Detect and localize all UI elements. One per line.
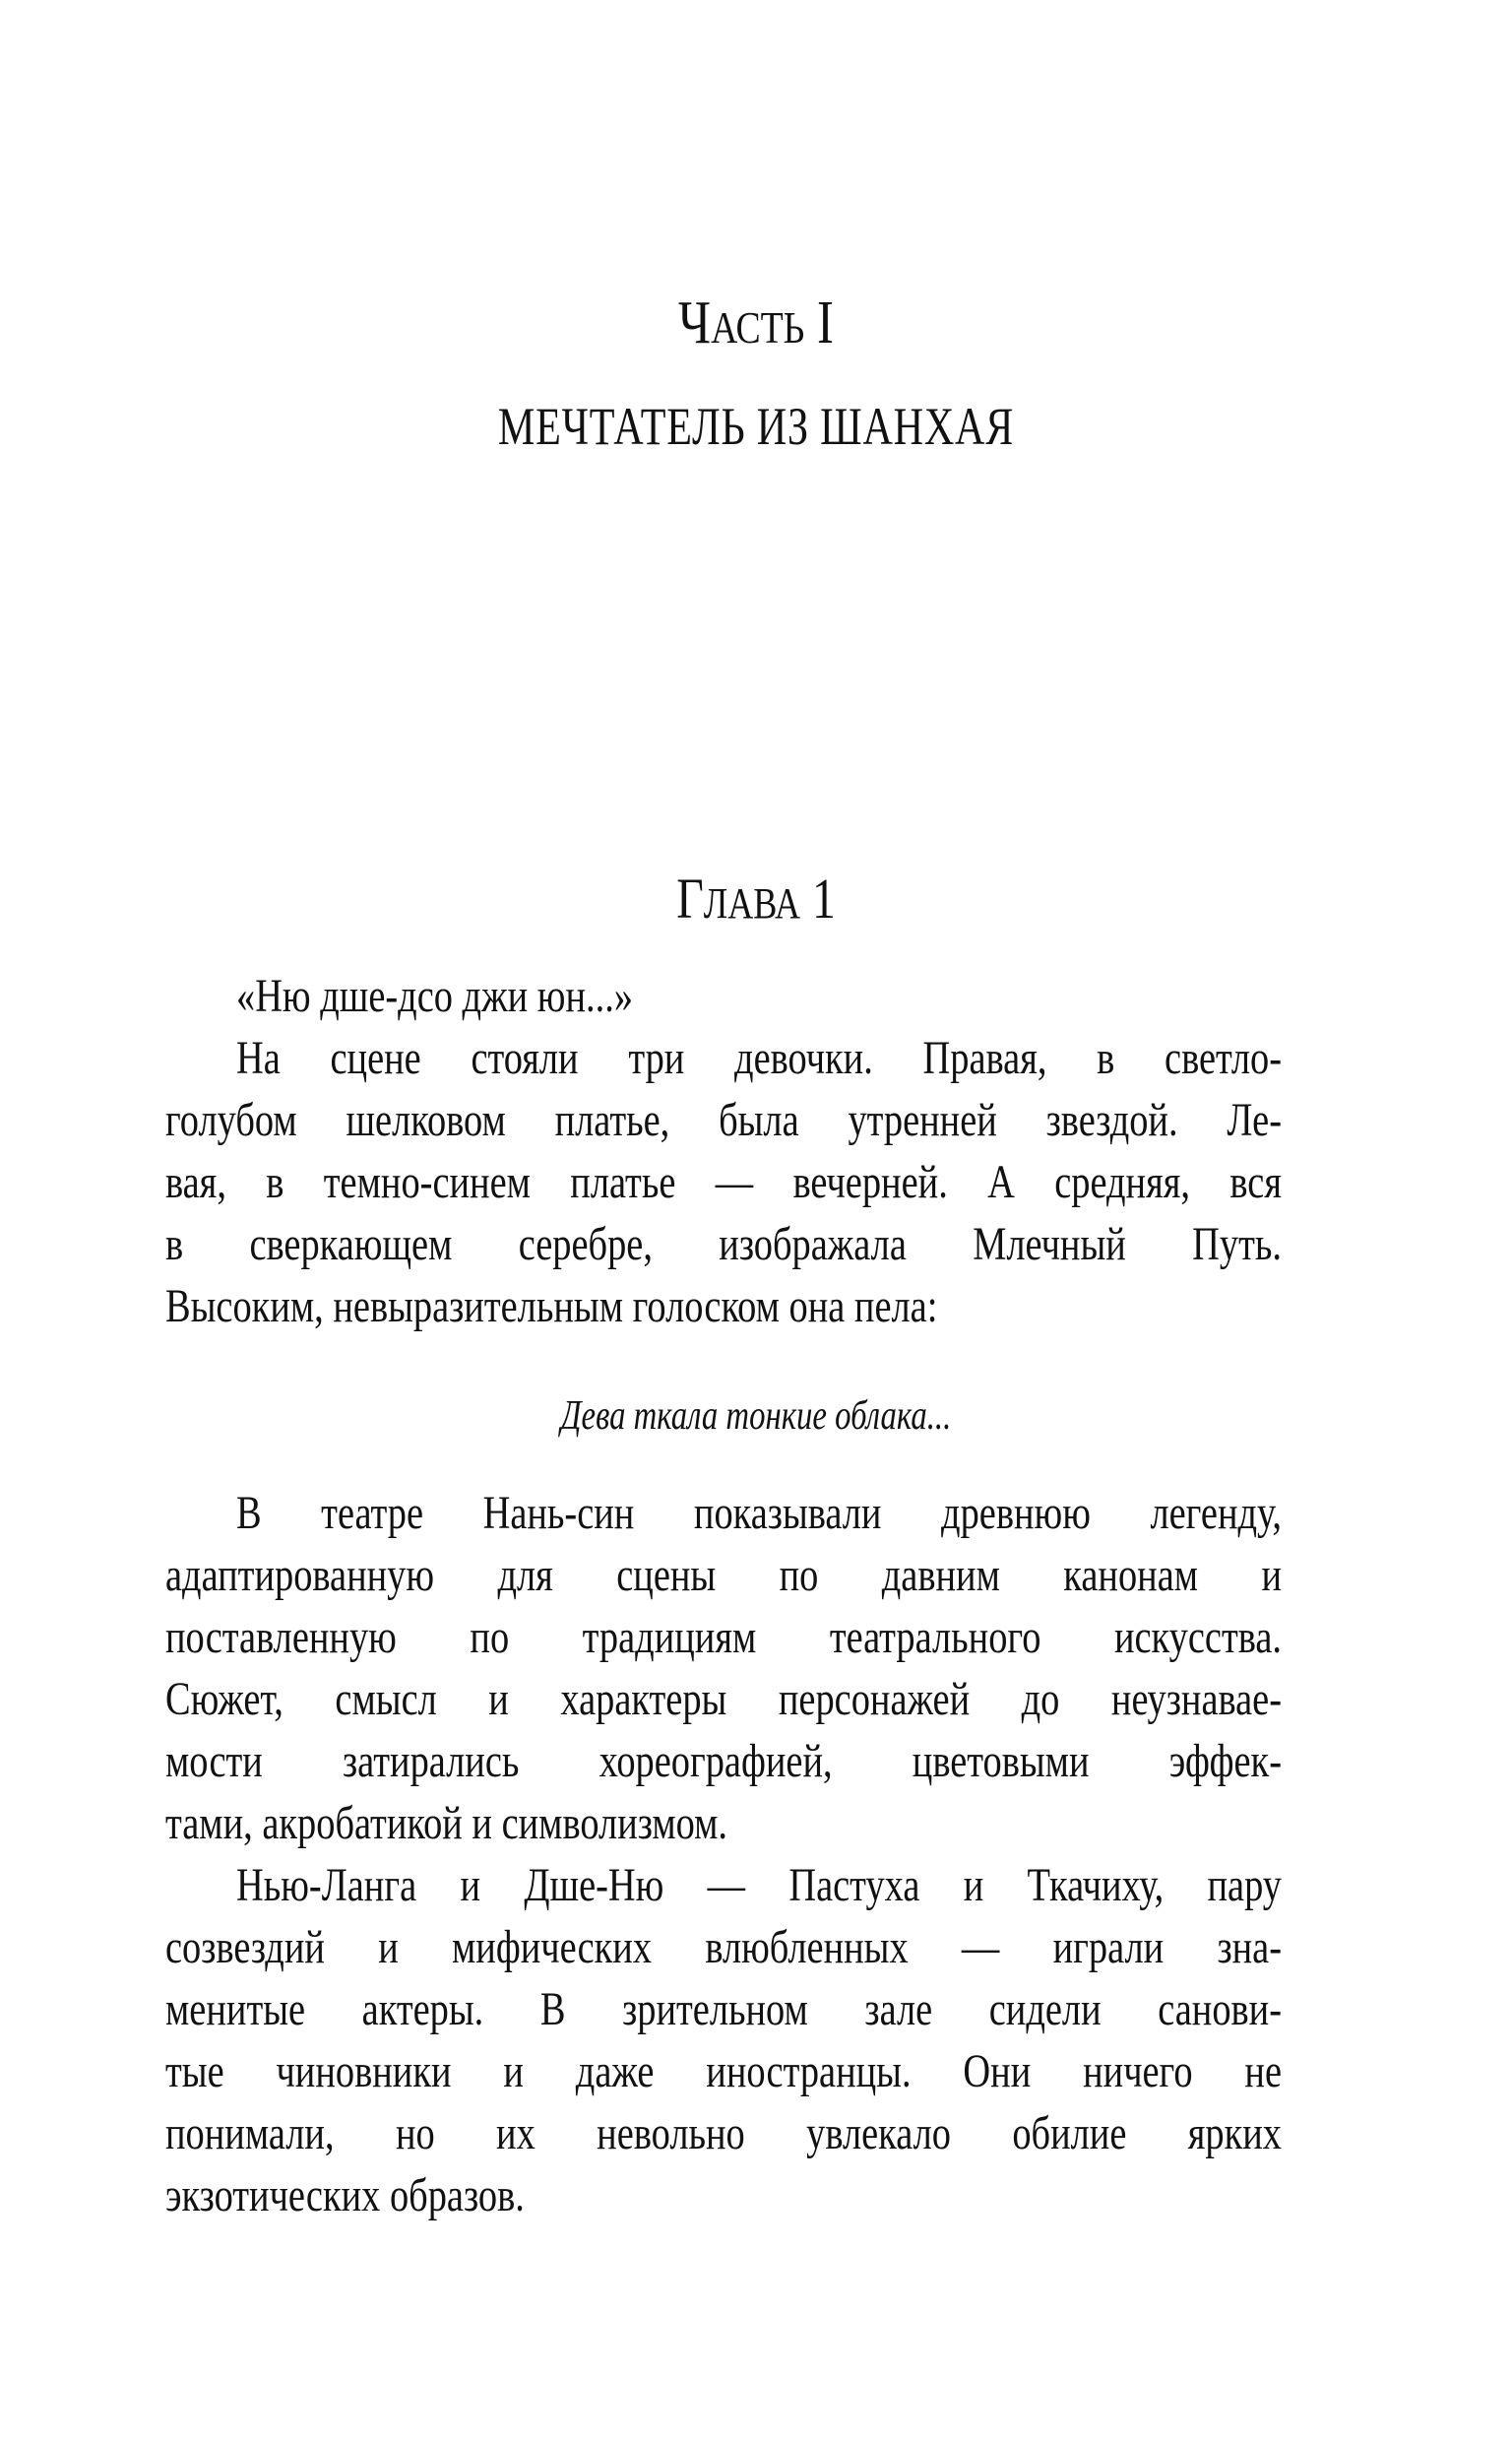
part-title [136,284,1376,367]
paragraph-line: тые чиновники и даже иностранцы. Они ничего не [165,2045,1282,2097]
paragraph-line: «Ню дше-дсо джи юн...» [236,970,633,1022]
paragraph-line: Сюжет, смысл и характеры персонажей до неузнавае- [165,1673,1282,1725]
verse-quote: Дева ткала тонкие облака... [560,1393,952,1439]
paragraph-line: На сцене стояли три девочки. Правая, в светло- [236,1032,1282,1084]
part-label-rest: АСТЬ [711,302,805,353]
paragraph-line: тами, акробатикой и символизмом. [165,1797,728,1849]
chapter-label-initial: Г [676,867,704,931]
chapter-title [136,865,1376,938]
paragraph-line: адаптированную для сцены по давним канонам и [165,1549,1282,1601]
paragraph-line: поставленную по традициям театрального искусства. [165,1611,1282,1663]
paragraph-line: понимали, но их невольно увлекало обилие ярких [165,2107,1282,2159]
paragraph-line: экзотических образов. [165,2169,525,2221]
part-label-initial: Ч [678,289,712,356]
paragraph-line: созвездий и мифических влюбленных — играли зна- [165,1921,1282,1973]
paragraph-line: менитые актеры. В зрительном зале сидели санови- [165,1983,1282,2035]
chapter-number: 1 [811,867,836,931]
paragraph-line: мости затирались хореографией, цветовыми эффек- [165,1735,1282,1787]
paragraph-line: голубом шелковом платье, была утренней звездой. Ле- [165,1094,1282,1146]
part-number: I [817,289,834,356]
paragraph-line: В театре Нань-син показывали древнюю легенду, [236,1487,1282,1539]
chapter-label-rest: ЛАВА [703,879,801,928]
paragraph-line: Нью-Ланга и Дше-Ню — Пастуха и Ткачиху, пару [236,1859,1282,1911]
paragraph-line: Высоким, невыразительным голоском она пела: [165,1280,938,1332]
part-subtitle: МЕЧТАТЕЛЬ ИЗ ШАНХАЯ [497,397,1015,456]
paragraph-line: в сверкающем серебре, изображала Млечный Путь. [165,1218,1282,1270]
paragraph-line: вая, в темно-синем платье — вечерней. А средняя, вся [165,1156,1282,1208]
